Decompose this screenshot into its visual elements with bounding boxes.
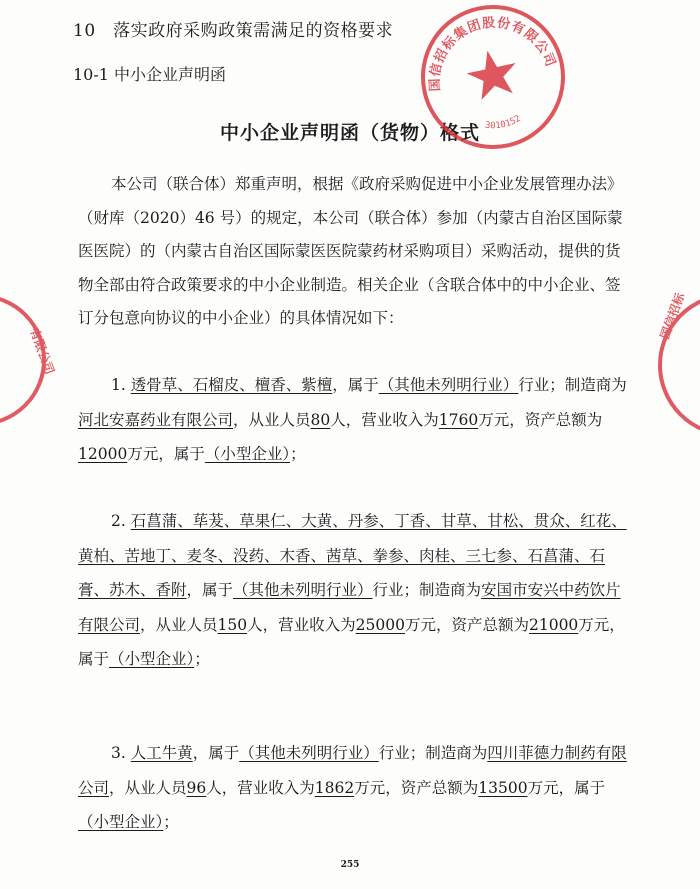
company-seal-icon	[418, 2, 568, 152]
item-revenue: 1760	[438, 410, 479, 429]
list-item: 3. 人工牛黄，属于（其他未列明行业）行业；制造商为四川菲德力制药有限公司，从业人员96人，营业收入为1862万元，资产总额为13500万元，属于（小型企业）；	[78, 744, 627, 831]
item-size: （小型企业）	[78, 813, 164, 831]
section-heading: 10 落实政府采购政策需满足的资格要求	[73, 21, 394, 41]
item-goods: 人工牛黄	[130, 744, 193, 762]
left-seal-fragment-icon	[0, 290, 57, 430]
item-number: 2.	[111, 512, 126, 530]
intro-paragraph: 本公司（联合体）郑重声明，根据《政府采购促进中小企业发展管理办法》（财库（2020）46 号）的规定，本公司（联合体）参加（内蒙古自治区国际蒙医医院）的（内蒙古自治区国际蒙医医院蒙药材采购项目）采购活动，提供的货物全部由符合政策要求的中小企业制造。相关企业（含联合体中的中小企业、签订分包意向协议的中小企业）的具体情况如下：	[78, 175, 623, 327]
item-manufacturer: 河北安嘉药业有限公司	[78, 410, 234, 429]
item-assets: 21000	[528, 615, 579, 634]
left-seal-text: 有限公司	[27, 326, 57, 377]
item-goods: 石菖蒲、荜茇、草果仁、大黄、丹参、丁香、甘草、甘松、贯众、红花、黄柏、苦地丁、麦冬、没药、木香、茜草、拳参、肉桂、三七参、石菖蒲、石膏、苏木、香附	[78, 512, 627, 599]
item-employees: 96	[186, 778, 207, 797]
item-number: 1.	[111, 376, 126, 394]
seal-code: 3010152	[484, 113, 523, 132]
item-industry: （其他未列明行业）	[233, 581, 373, 599]
right-seal-text: 国信招标	[657, 291, 688, 342]
right-seal-fragment-icon	[648, 290, 700, 440]
document-title: 中小企业声明函（货物）格式	[219, 122, 480, 144]
subsection-heading: 10-1 中小企业声明函	[73, 65, 227, 84]
item-employees: 80	[310, 410, 331, 429]
item-revenue: 25000	[355, 615, 405, 634]
item-revenue: 1862	[314, 778, 355, 797]
item-size: （小型企业）	[109, 650, 195, 668]
seal-text: 国信招标集团股份有限公司	[427, 15, 558, 92]
item-assets: 12000	[78, 445, 128, 463]
list-item: 2. 石菖蒲、荜茇、草果仁、大黄、丹参、丁香、甘草、甘松、贯众、红花、黄柏、苦地丁、麦冬、没药、木香、茜草、拳参、肉桂、三七参、石菖蒲、石膏、苏木、香附，属于（其他未列明行业）行业；制造商为安国市安兴中药饮片有限公司，从业人员150人，营业收入为25000万元，资产总额为21000万元，属于（小型企业）；	[78, 512, 627, 668]
page-number: 255	[340, 860, 360, 870]
item-assets: 13500	[478, 778, 528, 797]
item-industry: （其他未列明行业）	[378, 376, 519, 394]
item-size: （小型企业）	[204, 445, 291, 463]
item-employees: 150	[217, 615, 248, 634]
list-item: 1. 透骨草、石榴皮、檀香、紫檀，属于（其他未列明行业）行业；制造商为河北安嘉药业有限公司，从业人员80人，营业收入为1760万元，资产总额为12000万元，属于（小型企业）；	[78, 376, 627, 463]
item-manufacturer: 安国市安兴中药饮片有限公司	[78, 581, 621, 634]
svg-text:3010152	[482, 113, 523, 134]
item-industry: （其他未列明行业）	[239, 744, 379, 762]
item-manufacturer: 四川菲德力制药有限公司	[78, 744, 627, 797]
item-number: 3.	[111, 744, 126, 762]
item-goods: 透骨草、石榴皮、檀香、紫檀	[130, 376, 333, 394]
